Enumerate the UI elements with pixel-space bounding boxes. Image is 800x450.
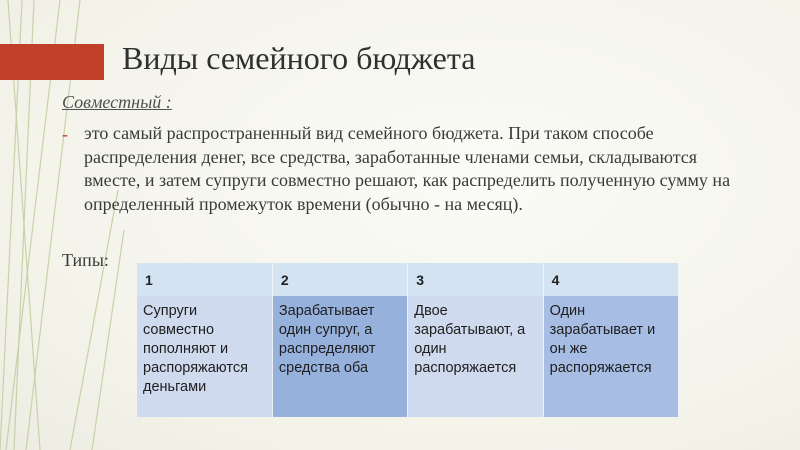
column-header: 2 [272, 263, 407, 296]
description-text: это самый распространенный вид семейного бюджета. При таком способе распределения денег, все средства, заработанные членами семьи, складываются вместе, и затем супруги совместно решают, как распределить полученную сумму на определенный промежуток времени (обычно - на месяц). [84, 123, 731, 214]
table-cell: Зарабатывает один супруг, а распределяют средства оба [272, 296, 407, 417]
column-header: 4 [543, 263, 678, 296]
page-title: Виды семейного бюджета [122, 40, 476, 76]
bullet-marker: - [62, 124, 68, 144]
section-subtitle: Совместный : [62, 92, 172, 112]
types-label: Типы: [62, 250, 109, 270]
column-header: 1 [137, 263, 272, 296]
table-header-row [137, 263, 679, 296]
table-cell: Супруги совместно пополняют и распоряжаются деньгами [137, 296, 272, 417]
column-header: 3 [408, 263, 543, 296]
table-cell: Один зарабатывает и он же распоряжается [543, 296, 678, 417]
table-cell: Двое зарабатывают, а один распоряжается [408, 296, 543, 417]
table-row [137, 296, 679, 417]
title-accent-bar [0, 44, 104, 80]
budget-types-table [137, 263, 679, 417]
